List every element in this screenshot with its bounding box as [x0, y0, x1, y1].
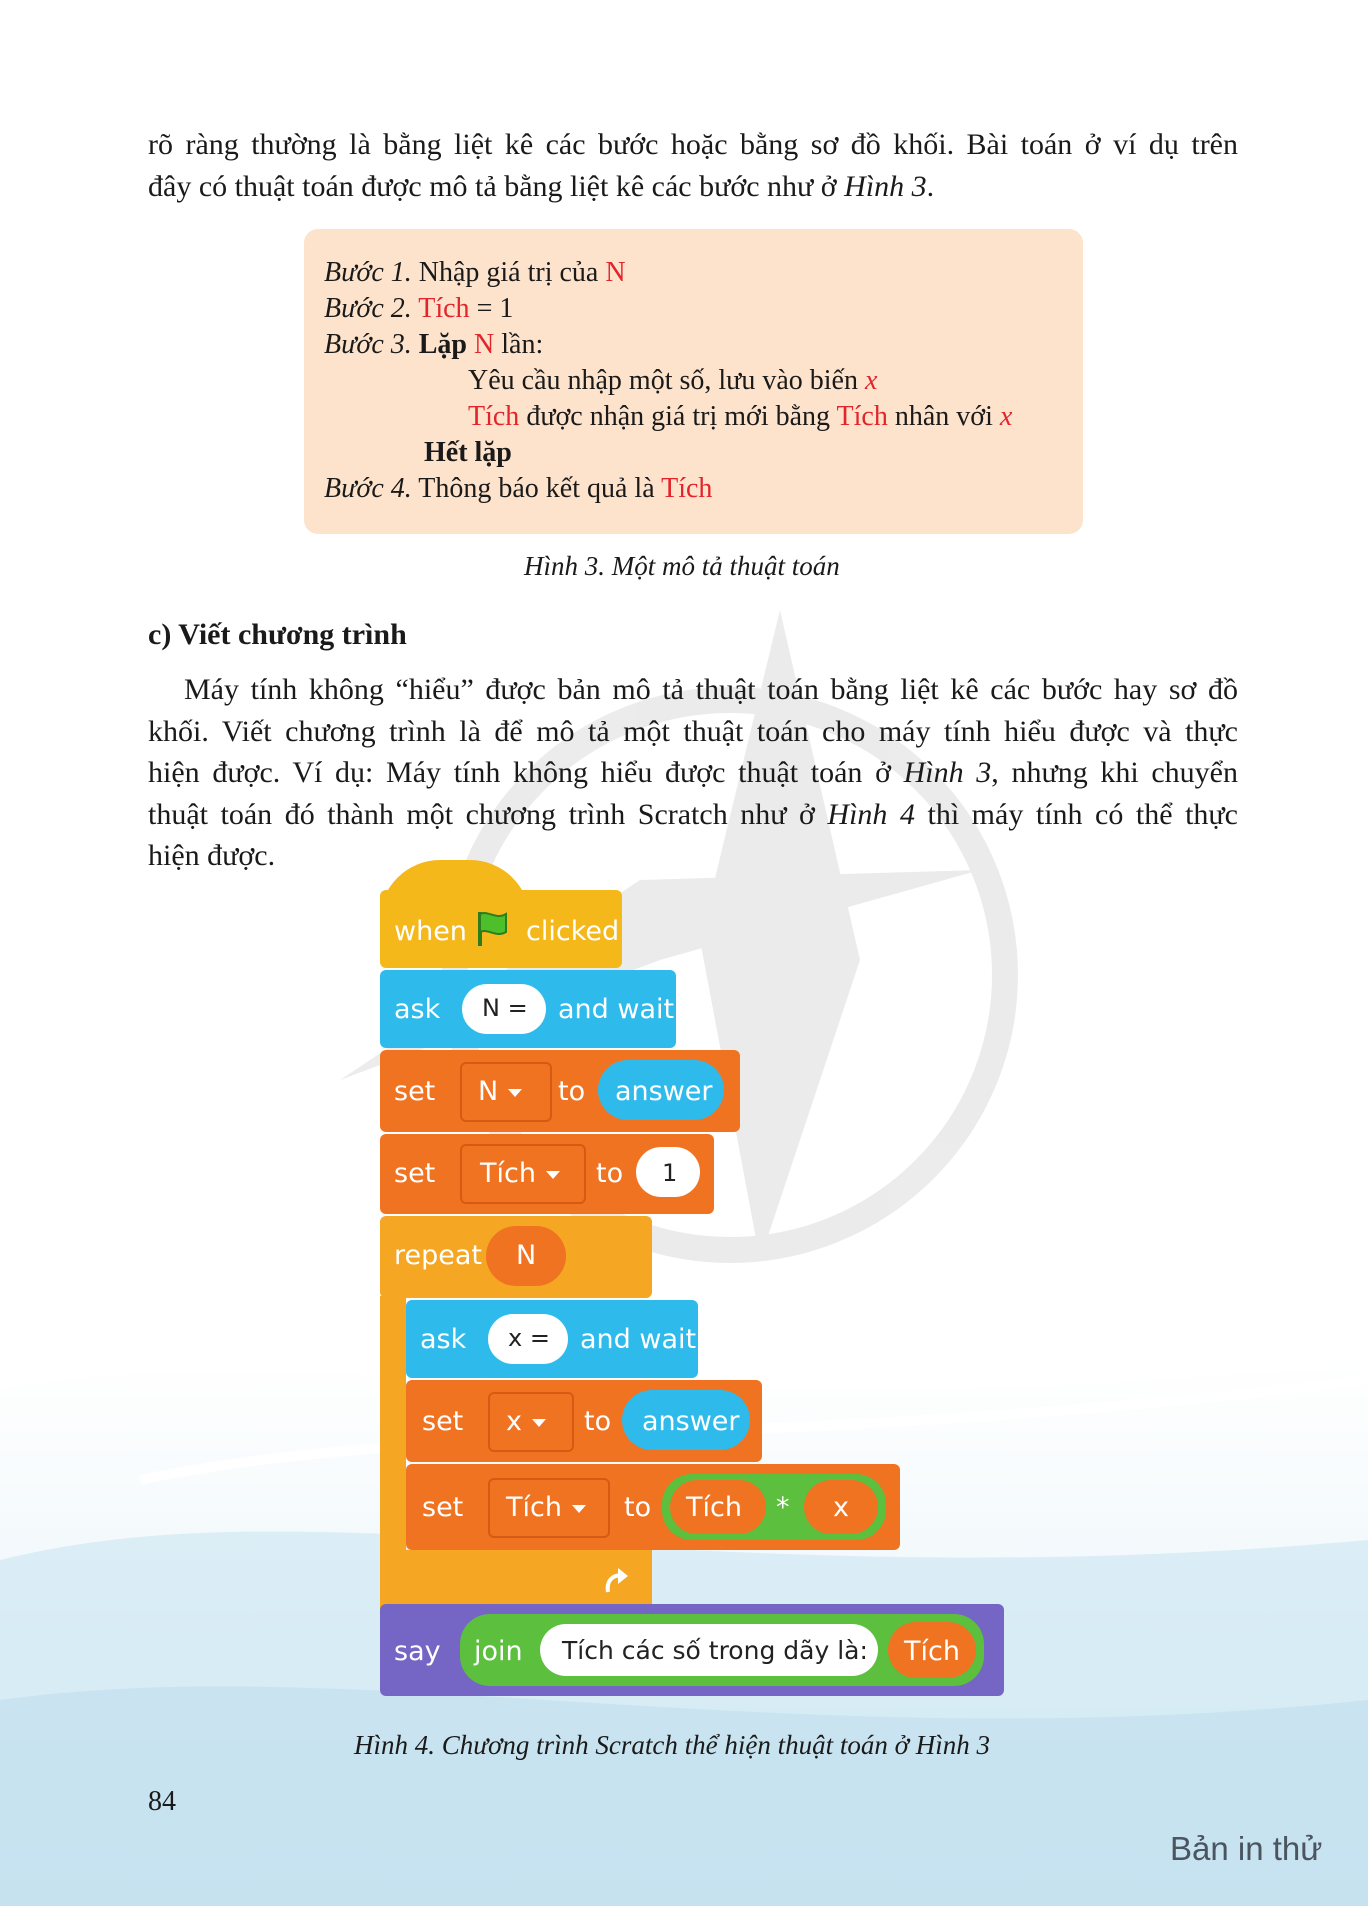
- step-3: Bước 3. Lặp N lần:: [324, 329, 544, 360]
- operator-left-text: Tích: [686, 1492, 742, 1523]
- dropdown-caret-icon: [546, 1171, 560, 1179]
- figure-ref: Hình 3: [903, 756, 992, 789]
- body-line-4: thuật toán đó thành một chương trình Scratch như ở Hình 4 thì máy tính có thể thực: [148, 797, 1238, 831]
- dropdown-caret-icon: [572, 1505, 586, 1513]
- dropdown-x-text: x: [506, 1408, 546, 1435]
- set-label: set: [394, 1076, 436, 1107]
- ask-input-2-text: x =: [508, 1324, 550, 1352]
- say-label: say: [394, 1636, 441, 1667]
- intro-line-1: rõ ràng thường là bằng liệt kê các bước hoặc bằng sơ đồ khối. Bài toán ở ví dụ trên: [148, 128, 1238, 161]
- figure-ref: Hình 3: [844, 169, 927, 203]
- answer-label: answer: [642, 1406, 740, 1437]
- body-line-1: Máy tính không “hiểu” được bản mô tả thuật toán bằng liệt kê các bước hay sơ đồ: [184, 673, 1238, 706]
- section-heading: c) Viết chương trình: [148, 618, 407, 651]
- figure-4-caption: Hình 4. Chương trình Scratch thể hiện thuật toán ở Hình 3: [354, 1730, 991, 1760]
- intro-paragraph: [148, 124, 1238, 207]
- ask-input-1-text: N =: [482, 994, 528, 1022]
- ask-label: ask: [420, 1324, 467, 1355]
- step-1: Bước 1. Nhập giá trị của N: [324, 257, 626, 288]
- repeat-count-text: N: [516, 1240, 537, 1271]
- clicked-label: clicked: [526, 916, 620, 947]
- body-line-5: hiện được.: [148, 839, 276, 872]
- intro-line-2: đây có thuật toán được mô tả bằng liệt kê các bước như ở Hình 3.: [148, 169, 935, 203]
- dropdown-n-text: N: [478, 1078, 522, 1105]
- end-loop: Hết lặp: [424, 437, 512, 468]
- dropdown-caret-icon: [508, 1089, 522, 1097]
- figure-3-caption: Hình 3. Một mô tả thuật toán: [524, 551, 840, 581]
- body-line-3: hiện được. Ví dụ: Máy tính không hiểu được thuật toán ở Hình 3, nhưng khi chuyển: [148, 756, 1238, 789]
- join-label: join: [474, 1636, 523, 1667]
- answer-label: answer: [615, 1076, 713, 1107]
- step-4: Bước 4. Thông báo kết quả là Tích: [324, 473, 713, 504]
- loop-line-2: Tích được nhận giá trị mới bằng Tích nhân với x: [468, 401, 1013, 432]
- loop-line-1: Yêu cầu nhập một số, lưu vào biến x: [468, 365, 878, 396]
- set-label: set: [422, 1492, 464, 1523]
- step-2: Bước 2. Tích = 1: [324, 293, 514, 324]
- body-line-2: khối. Viết chương trình là để mô tả một thuật toán cho máy tính hiểu được và thực: [148, 714, 1238, 748]
- draft-label: Bản in thử: [1170, 1830, 1323, 1867]
- to-label: to: [584, 1406, 612, 1437]
- dropdown-tich-text: Tích: [480, 1160, 560, 1187]
- loop-arrow-icon: [602, 1566, 632, 1596]
- multiply-sign: *: [776, 1492, 790, 1523]
- to-label: to: [596, 1158, 624, 1189]
- join-variable-text: Tích: [904, 1636, 960, 1667]
- when-label: when: [394, 916, 467, 947]
- body-paragraph: [148, 669, 1238, 877]
- algorithm-box: [304, 229, 1083, 534]
- set-label: set: [394, 1158, 436, 1189]
- to-label: to: [624, 1492, 652, 1523]
- dropdown-caret-icon: [532, 1419, 546, 1427]
- join-text-value: Tích các số trong dãy là:: [562, 1636, 868, 1665]
- dropdown-tich-2-text: Tích: [506, 1494, 586, 1521]
- operator-right-text: x: [833, 1492, 849, 1523]
- set-label: set: [422, 1406, 464, 1437]
- and-wait-label: and wait: [558, 994, 675, 1025]
- ask-label: ask: [394, 994, 441, 1025]
- to-label: to: [558, 1076, 586, 1107]
- page-number: 84: [148, 1786, 176, 1817]
- and-wait-label: and wait: [580, 1324, 697, 1355]
- repeat-label: repeat: [394, 1240, 483, 1271]
- green-flag-icon: [474, 908, 510, 948]
- scratch-program: [380, 860, 1020, 1710]
- figure-ref: Hình 4: [827, 797, 915, 831]
- value-input-1-text: 1: [662, 1159, 678, 1187]
